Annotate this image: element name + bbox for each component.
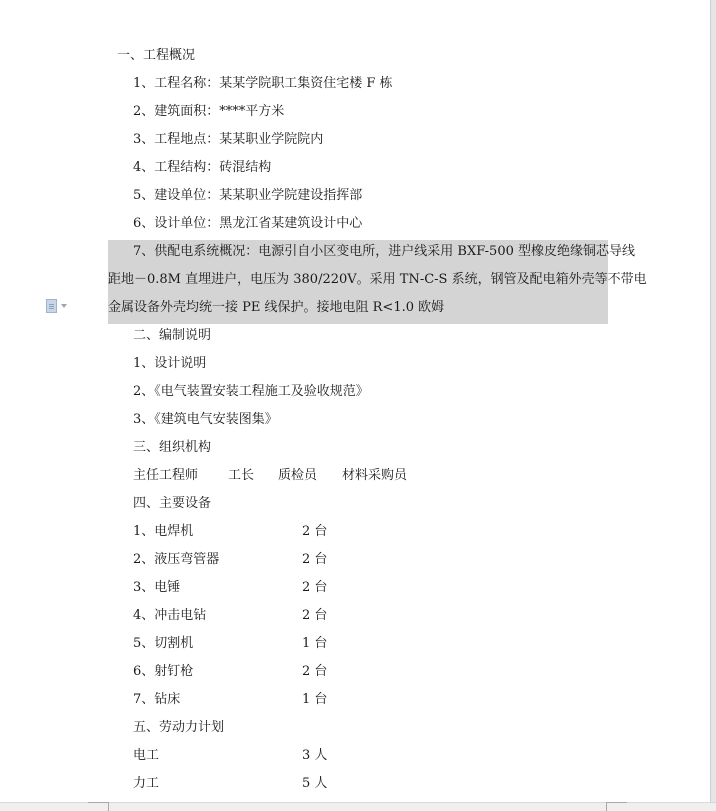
power-paragraph-line2[interactable]: 距地－0.8M 直埋进户，电压为 380/220V。采用 TN-C-S 系统，钢管及配电箱外壳等不带电 — [108, 272, 647, 287]
labor-name: 电工 — [133, 748, 160, 763]
equipment-qty: 2 台 — [302, 580, 328, 595]
power-paragraph-line1[interactable] — [133, 242, 635, 262]
equipment-qty: 2 台 — [302, 552, 328, 567]
power-paragraph-line3[interactable]: 金属设备外壳均统一接 PE 线保护。接地电阻 R<1.0 欧姆 — [108, 300, 445, 315]
equipment-qty: 1 台 — [302, 636, 328, 651]
chevron-down-icon — [61, 304, 67, 308]
equipment-row — [133, 662, 328, 682]
notes-item: 1、设计说明 — [133, 356, 207, 371]
notes-item: 2、《电气装置安装工程施工及验收规范》 — [133, 384, 369, 399]
equipment-row — [133, 690, 328, 710]
margin-mark-left — [88, 802, 109, 811]
equipment-name: 5、切割机 — [133, 636, 194, 651]
power-prefix: 7、 — [133, 244, 155, 259]
equipment-name: 3、电锤 — [133, 580, 181, 595]
equipment-name: 6、射钉枪 — [133, 664, 194, 679]
equipment-name: 4、冲击电钻 — [133, 608, 207, 623]
paragraph-marker[interactable] — [46, 299, 67, 313]
equipment-row — [133, 634, 328, 654]
overview-item: 4、工程结构：砖混结构 — [133, 160, 272, 175]
equipment-row — [133, 522, 328, 542]
document-icon — [46, 299, 57, 313]
labor-row — [133, 774, 328, 794]
labor-row — [133, 746, 328, 766]
overview-item: 5、建设单位：某某职业学院建设指挥部 — [133, 188, 363, 203]
equipment-row — [133, 606, 328, 626]
staff-row — [133, 466, 407, 486]
page-bottom-edge — [0, 802, 716, 811]
equipment-qty: 2 台 — [302, 664, 328, 679]
section-heading-labor: 五、劳动力计划 — [133, 720, 225, 735]
equipment-row — [133, 578, 328, 598]
staff-role: 质检员 — [278, 468, 318, 483]
section-heading-equipment: 四、主要设备 — [133, 496, 212, 511]
section-heading-notes: 二、编制说明 — [133, 328, 212, 343]
equipment-qty: 2 台 — [302, 608, 328, 623]
equipment-name: 1、电焊机 — [133, 524, 194, 539]
notes-item: 3、《建筑电气安装图集》 — [133, 412, 278, 427]
labor-name: 力工 — [133, 776, 160, 791]
staff-role: 工长 — [228, 468, 255, 483]
overview-item: 2、建筑面积：****平方米 — [133, 104, 285, 119]
power-line1-text: 供配电系统概况：电源引自小区变电所，进户线采用 BXF-500 型橡皮绝缘铜芯导线 — [154, 244, 635, 259]
equipment-name: 2、液压弯管器 — [133, 552, 220, 567]
equipment-qty: 1 台 — [302, 692, 328, 707]
equipment-name: 7、钻床 — [133, 692, 181, 707]
staff-role: 材料采购员 — [342, 468, 408, 483]
margin-mark-right — [606, 802, 627, 811]
equipment-qty: 2 台 — [302, 524, 328, 539]
section-heading-organization: 三、组织机构 — [133, 440, 212, 455]
equipment-row — [133, 550, 328, 570]
labor-qty: 5 人 — [302, 776, 328, 791]
overview-item: 6、设计单位：黑龙江省某建筑设计中心 — [133, 216, 363, 231]
staff-role: 主任工程师 — [133, 468, 199, 483]
vertical-scrollbar[interactable] — [710, 0, 716, 811]
overview-item: 1、工程名称：某某学院职工集资住宅楼 F 栋 — [133, 76, 393, 91]
overview-item: 3、工程地点：某某职业学院院内 — [133, 132, 324, 147]
section-heading-overview: 一、工程概况 — [117, 48, 196, 63]
labor-qty: 3 人 — [302, 748, 328, 763]
